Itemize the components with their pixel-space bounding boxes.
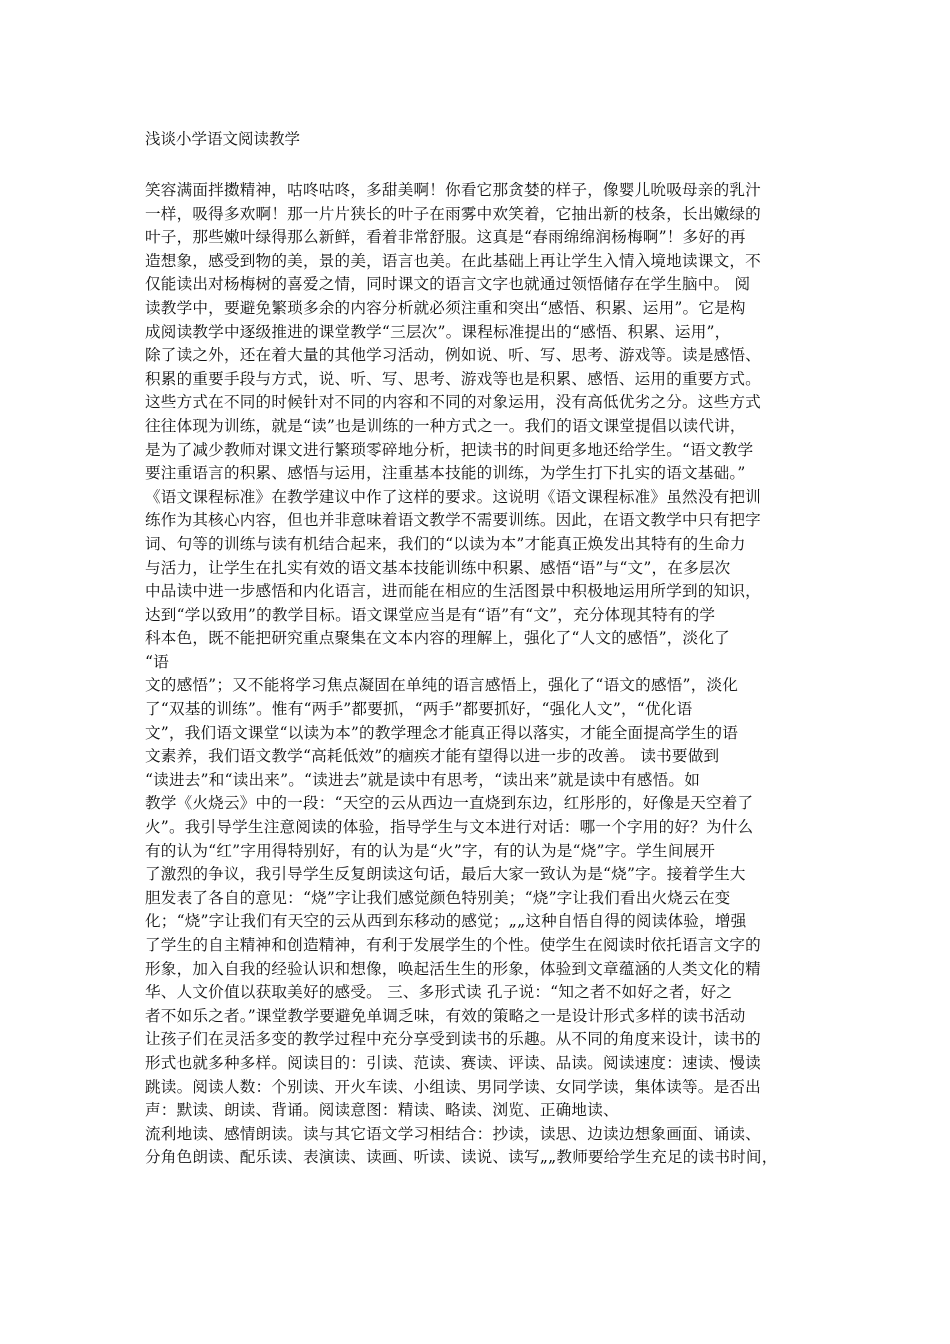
- body-text-line: “读进去”和“读出来”。“读进去”就是读中有思考，“读出来”就是读中有感悟。如: [145, 770, 700, 789]
- body-text-line: 仅能读出对杨梅树的喜爱之情，同时课文的语言文字也就通过领悟储存在学生脑中。 阅: [145, 275, 751, 294]
- body-text-line: 形式也就多种多样。阅读目的：引读、范读、赛读、评读、品读。阅读速度：速读、慢读: [145, 1053, 761, 1072]
- body-text-line: 要注重语言的积累、感悟与运用，注重基本技能的训练，为学生打下扎实的语文基础。”: [145, 464, 746, 483]
- body-text-line: 华、人文价值以获取美好的感受。 三、多形式读 孔子说：“知之者不如好之者，好之: [145, 983, 733, 1002]
- body-text-line: 文的感悟”；又不能将学习焦点凝固在单纯的语言感悟上，强化了“语文的感悟”，淡化: [145, 676, 739, 695]
- body-text-line: 这些方式在不同的时候针对不同的内容和不同的对象运用，没有高低优劣之分。这些方式: [145, 393, 761, 412]
- body-text-line: 是为了减少教师对课文进行繁琐零碎地分析，把读书的时间更多地还给学生。“语文教学: [145, 440, 754, 459]
- body-text-line: 了学生的自主精神和创造精神，有利于发展学生的个性。使学生在阅读时依托语言文字的: [145, 936, 761, 954]
- body-text-line: 读教学中，要避免繁琐多余的内容分析就必须注重和突出“感悟、积累、运用”。它是构: [145, 298, 746, 317]
- body-text-line: 化；“烧”字让我们有天空的云从西到东移动的感觉；„„这种自悟自得的阅读体验，增强: [145, 912, 747, 931]
- body-text-line: “语: [145, 652, 169, 671]
- body-text-line: 声：默读、朗读、背诵。阅读意图：精读、略读、浏览、正确地读、: [145, 1101, 619, 1120]
- body-text-line: 积累的重要手段与方式，说、听、写、思考、游戏等也是积累、感悟、运用的重要方式。: [145, 369, 761, 388]
- body-text-line: 了激烈的争议，我引导学生反复朗读这句话，最后大家一致认为是“烧”字。接着学生大: [145, 865, 746, 884]
- body-text-line: 一样，吸得多欢啊！那一片片狭长的叶子在雨雾中欢笑着，它抽出新的枝条，长出嫩绿的: [145, 204, 761, 223]
- body-text-line: 让孩子们在灵活多变的教学过程中充分享受到读书的乐趣。从不同的角度来设计，读书的: [145, 1030, 761, 1049]
- body-text-line: 了“双基的训练”。惟有“两手”都要抓，“两手”都要抓好，“强化人文”，“优化语: [145, 700, 693, 719]
- body-text-line: 叶子，那些嫩叶绿得那么新鲜，看着非常舒服。这真是“春雨绵绵润杨梅啊”！多好的再: [145, 228, 746, 247]
- body-text-line: 《语文课程标准》在教学建议中作了这样的要求。这说明《语文课程标准》虽然没有把训: [145, 487, 761, 506]
- body-text-line: 除了读之外，还在着大量的其他学习活动，例如说、听、写、思考、游戏等。读是感悟、: [145, 346, 761, 365]
- document-title: 浅谈小学语文阅读教学: [145, 130, 301, 148]
- body-text-line: 与活力，让学生在扎实有效的语文基本技能训练中积累、感悟“语”与“文”，在多层次: [145, 558, 731, 577]
- body-text-line: 教学《火烧云》中的一段：“天空的云从西边一直烧到东边，红彤彤的，好像是天空着了: [145, 794, 754, 813]
- body-text-line: 词、句等的训练与读有机结合起来，我们的“以读为本”才能真正焕发出其特有的生命力: [145, 534, 746, 553]
- body-text-line: 火”。我引导学生注意阅读的体验，指导学生与文本进行对话：哪一个字用的好？为什么: [145, 818, 754, 837]
- body-text-line: 分角色朗读、配乐读、表演读、读画、听读、读说、读写„„教师要给学生充足的读书时间，: [145, 1148, 778, 1167]
- body-text-line: 造想象，感受到物的美，景的美，语言也美。在此基础上再让学生入情入境地读课文，不: [145, 251, 761, 270]
- body-text-line: 形象，加入自我的经验认识和想像，唤起活生生的形象，体验到文章蕴涵的人类文化的精: [145, 959, 761, 978]
- body-text-line: 流利地读、感情朗读。读与其它语文学习相结合：抄读，读思、边读边想象画面、诵读、: [145, 1124, 761, 1143]
- body-text-line: 达到“学以致用”的教学目标。语文课堂应当是有“语”有“文”，充分体现其特有的学: [145, 605, 716, 624]
- body-text-line: 胆发表了各自的意见：“烧”字让我们感觉颜色特别美；“烧”字让我们看出火烧云在变: [145, 888, 731, 907]
- body-text-line: 文”，我们语文课堂“以读为本”的教学理念才能真正得以落实，才能全面提高学生的语: [145, 723, 739, 742]
- body-text-line: 跳读。阅读人数：个别读、开火车读、小组读、男同学读、女同学读，集体读等。是否出: [145, 1077, 761, 1096]
- body-text-line: 往往体现为训练，就是“读”也是训练的一种方式之一。我们的语文课堂提倡以读代讲，: [145, 416, 746, 435]
- body-text-line: 科本色，既不能把研究重点聚集在文本内容的理解上，强化了“人文的感悟”，淡化了: [145, 629, 730, 648]
- body-text-line: 有的认为“红”字用得特别好，有的认为是“火”字，有的认为是“烧”字。学生间展开: [145, 841, 716, 860]
- document-body: [145, 179, 815, 1170]
- body-text-line: 成阅读教学中逐级推进的课堂教学“三层次”。课程标准提出的“感悟、积累、运用”，: [145, 322, 731, 341]
- body-text-line: 中品读中进一步感悟和内化语言，进而能在相应的生活图景中积极地运用所学到的知识，: [145, 582, 761, 601]
- body-text-line: 笑容满面拌擞精神，咕咚咕咚，多甜美啊！你看它那贪婪的样子，像婴儿吮吸母亲的乳汁: [145, 181, 761, 199]
- body-text-line: 文素养，我们语文教学“高耗低效”的痼疾才能有望得以进一步的改善。 读书要做到: [145, 747, 720, 766]
- body-text-line: 练作为其核心内容，但也并非意味着语文教学不需要训练。因此，在语文教学中只有把字: [145, 511, 761, 530]
- body-text-line: 者不如乐之者。”课堂教学要避免单调乏味，有效的策略之一是设计形式多样的读书活动: [145, 1006, 746, 1025]
